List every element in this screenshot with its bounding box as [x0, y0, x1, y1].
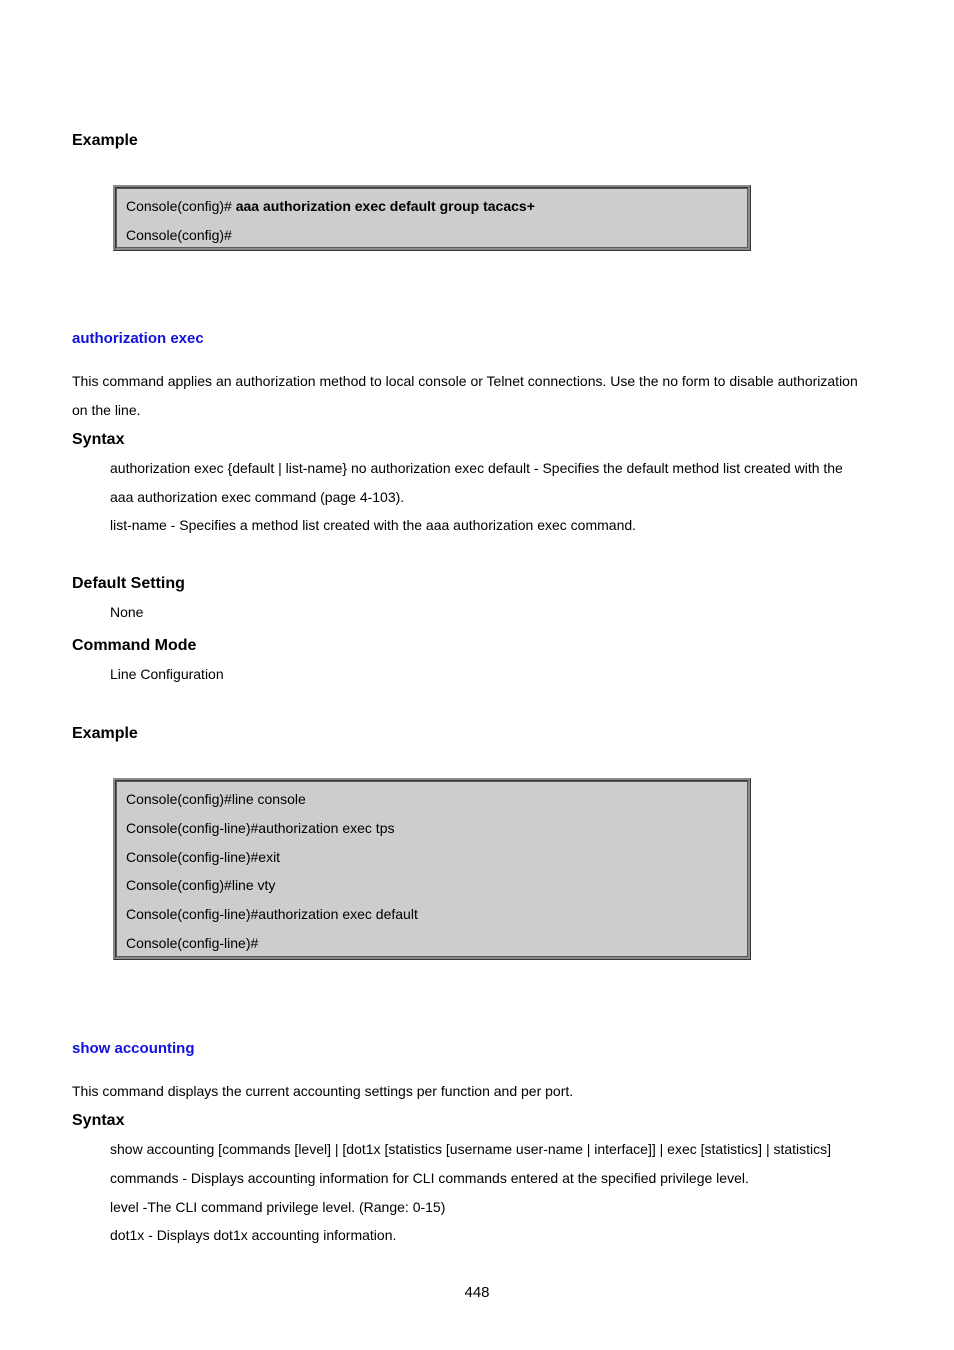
syntax-line: dot1x - Displays dot1x accounting information.	[110, 1227, 397, 1243]
code-line	[126, 192, 748, 221]
syntax-line: show accounting [commands [level] | [dot1x [statistics [username user-name | interface]] | exec [statistics] | statistics]	[110, 1141, 832, 1157]
code-line: Console(config-line)#exit	[126, 848, 281, 865]
code-command: aaa authorization exec default group tacacs+	[235, 198, 535, 214]
command-mode-heading: Command Mode	[72, 637, 197, 654]
description-line: This command displays the current accounting settings per function and per port.	[72, 1083, 574, 1099]
description-line: This command applies an authorization method to local console or Telnet connections. Use the no form to disable authorization	[72, 373, 858, 389]
description-line: on the line.	[72, 402, 141, 418]
code-line: Console(config)#line console	[126, 791, 306, 807]
syntax-line: commands - Displays accounting information for CLI commands entered at the specified privilege level.	[110, 1170, 749, 1186]
example-heading: Example	[72, 132, 138, 149]
command-mode-value: Line Configuration	[110, 666, 224, 682]
code-line: Console(config-line)#authorization exec tps	[126, 819, 395, 836]
code-line: Console(config)#line vty	[126, 877, 276, 894]
syntax-line: aaa authorization exec command (page 4-103).	[110, 489, 405, 505]
syntax-heading: Syntax	[72, 431, 125, 448]
code-line: Console(config-line)#	[126, 934, 259, 951]
syntax-line: level -The CLI command privilege level. (Range: 0-15)	[110, 1199, 446, 1215]
syntax-heading: Syntax	[72, 1112, 125, 1129]
example-heading: Example	[72, 725, 138, 742]
section-title-authorization-exec: authorization exec	[72, 330, 204, 347]
code-example-box	[113, 185, 751, 251]
syntax-line: list-name - Specifies a method list created with the aaa authorization exec command.	[110, 517, 637, 533]
code-line: Console(config-line)#authorization exec default	[126, 906, 418, 923]
syntax-line: authorization exec {default | list-name} no authorization exec default - Specifies the default method list created with the	[110, 460, 843, 476]
section-title-show-accounting: show accounting	[72, 1040, 195, 1057]
code-line: Console(config)#	[126, 226, 232, 243]
code-example-box	[113, 778, 751, 960]
default-setting-value: None	[110, 604, 144, 620]
code-prompt: Console(config)#	[126, 198, 236, 214]
page-number: 448	[464, 1284, 490, 1301]
default-setting-heading: Default Setting	[72, 575, 185, 592]
